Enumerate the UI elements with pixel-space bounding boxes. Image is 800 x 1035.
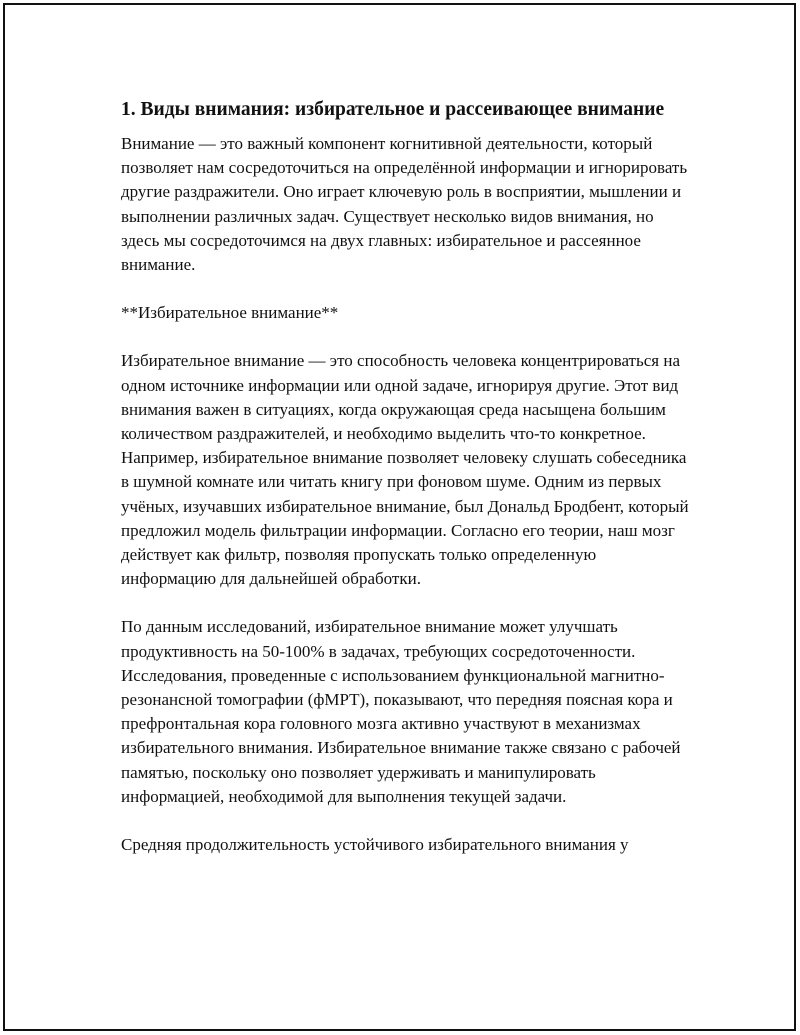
trailing-paragraph: Средняя продолжительность устойчивого избирательного внимания у	[121, 835, 629, 855]
spacer	[121, 123, 691, 132]
document-body	[121, 96, 691, 857]
spacer	[121, 277, 691, 301]
subheading-paragraph: **Избирательное внимание**	[121, 303, 339, 323]
intro-paragraph: Внимание — это важный компонент когнитивной деятельности, который позволяет нам сосредоточиться на определённой информации и игнорировать другие раздражители. Оно играет ключевую роль в восприятии, мышлении и выполнении различных задач. Существует несколько видов внимания, но здесь мы сосредоточимся на двух главных: избирательное и рассеянное внимание.	[121, 134, 688, 275]
spacer	[121, 325, 691, 349]
selective-attention-paragraph: Избирательное внимание — это способность человека концентрироваться на одном источнике информации или одной задаче, игнорируя другие. Этот вид внимания важен в ситуациях, когда окружающая среда насыщена большим количеством раздражителей, и необходимо выделить что-то конкретное. Например, избирательное внимание позволяет человеку слушать собеседника в шумной комнате или читать книгу при фоновом шуме. Одним из первых учёных, изучавших избирательное внимание, был Дональд Бродбент, который предложил модель фильтрации информации. Согласно его теории, наш мозг действует как фильтр, позволяя пропускать только определенную информацию для дальнейшей обработки.	[121, 351, 689, 589]
spacer	[121, 591, 691, 615]
section-heading: 1. Виды внимания: избирательное и рассеивающее внимание	[121, 99, 665, 120]
page-frame	[3, 3, 796, 1031]
spacer	[121, 809, 691, 833]
research-paragraph: По данным исследований, избирательное внимание может улучшать продуктивность на 50-100% в задачах, требующих сосредоточенности. Исследования, проведенные с использованием функциональной магнитно-резонансной томографии (фМРТ), показывают, что передняя поясная кора и префронтальная кора головного мозга активно участвуют в механизмах избирательного внимания. Избирательное внимание также связано с рабочей памятью, поскольку оно позволяет удерживать и манипулировать информацией, необходимой для выполнения текущей задачи.	[121, 617, 681, 806]
